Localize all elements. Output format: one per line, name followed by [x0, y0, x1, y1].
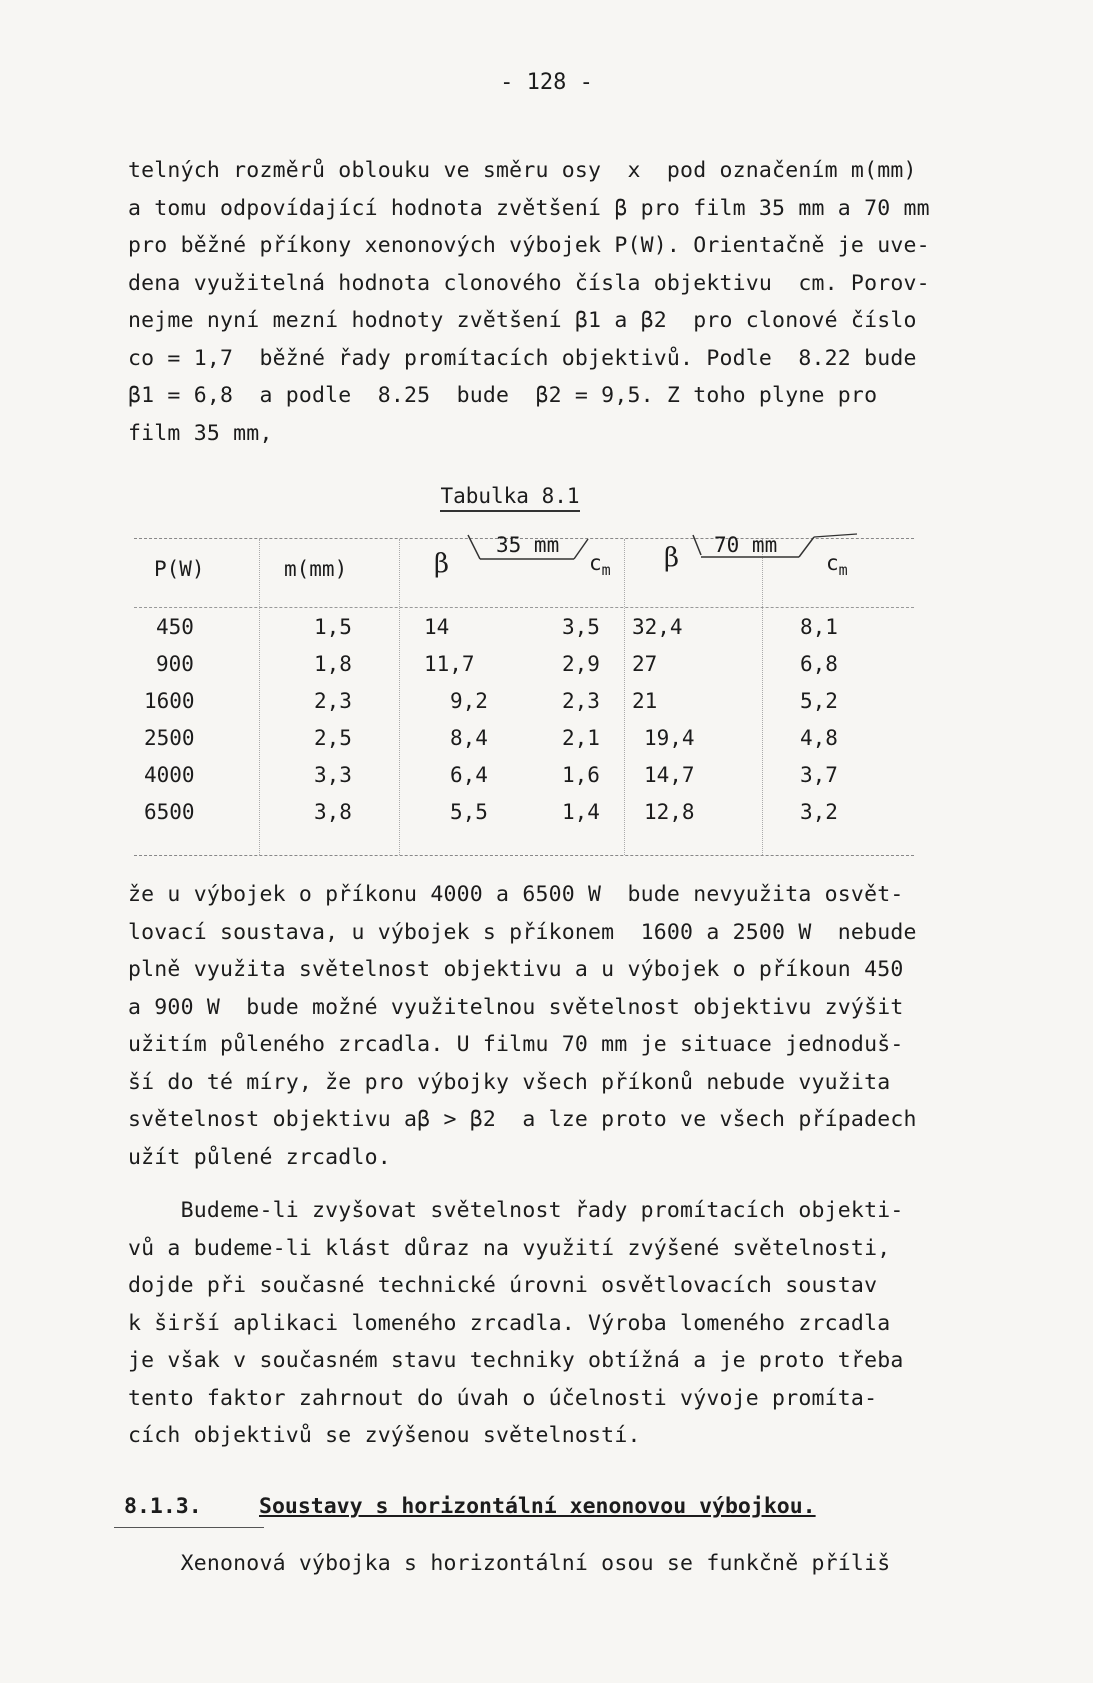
text-line: co = 1,7 běžné řady promítacích objektivů. Podle 8.22 bude — [128, 345, 917, 371]
cell-beta70: 32,4 — [632, 615, 683, 639]
header-film-70: 70 mm — [714, 533, 778, 557]
header-m: m(mm) — [284, 557, 348, 581]
text-line: cích objektivů se zvýšenou světelností. — [128, 1423, 641, 1448]
cell-cm35: 3,5 — [562, 615, 600, 639]
text-line: je však v současném stavu techniky obtížná a je proto třeba — [128, 1348, 904, 1373]
header-cm-letter: c — [826, 551, 839, 575]
text-line: vů a budeme-li klást důraz na využití zvýšené světelnosti, — [128, 1235, 891, 1261]
text-line: k širší aplikaci lomeného zrcadla. Výroba lomeného zrcadla — [128, 1310, 891, 1336]
cell-m: 2,5 — [314, 726, 352, 750]
header-cm-sub: m — [601, 561, 611, 580]
text-line: užitím půleného zrcadla. U filmu 70 mm je situace jednoduš- — [128, 1032, 904, 1057]
text-line: plně využita světelnost objektivu a u výbojek o příkoun 450 — [128, 957, 904, 982]
cell-p: 450 — [156, 615, 194, 639]
text-line: film 35 mm, — [128, 420, 273, 446]
heading-rule — [114, 1527, 264, 1528]
cell-beta35: 11,7 — [424, 652, 475, 676]
cell-cm70: 8,1 — [800, 615, 838, 639]
text-line: a tomu odpovídající hodnota zvětšení β pro film 35 mm a 70 mm — [128, 195, 930, 221]
cell-cm35: 1,6 — [562, 763, 600, 787]
cell-cm35: 2,9 — [562, 652, 600, 676]
text-line: ší do té míry, že pro výbojky všech příkonů nebude využita — [128, 1069, 891, 1095]
cell-m: 2,3 — [314, 689, 352, 713]
cell-cm35: 1,4 — [562, 800, 600, 824]
header-cm-letter: c — [589, 551, 602, 575]
cell-p: 4000 — [144, 763, 195, 787]
header-beta-35: β — [434, 549, 450, 579]
cell-cm70: 3,7 — [800, 763, 838, 787]
header-film-35: 35 mm — [496, 533, 560, 557]
cell-beta70: 12,8 — [644, 800, 695, 824]
cell-p: 1600 — [144, 689, 195, 713]
text-line: že u výbojek o příkonu 4000 a 6500 W bude nevyužita osvět- — [128, 882, 904, 907]
table-row — [134, 689, 914, 726]
table-row — [134, 800, 914, 837]
text-line: lovací soustava, u výbojek s příkonem 1600 a 2500 W nebude — [128, 919, 917, 945]
cell-m: 3,3 — [314, 763, 352, 787]
data-table — [134, 533, 914, 856]
text-line: dena využitelná hodnota clonového čísla objektivu cm. Porov- — [128, 270, 930, 296]
text-line: dojde při současné technické úrovni osvětlovacích soustav — [128, 1273, 878, 1298]
text-line: a 900 W bude možné využitelnou světelnost objektivu zvýšit — [128, 994, 904, 1020]
cell-beta35: 9,2 — [450, 689, 488, 713]
text-line: nejme nyní mezní hodnoty zvětšení β1 a β2 pro clonové číslo — [128, 308, 917, 333]
cell-beta35: 6,4 — [450, 763, 488, 787]
header-beta-70: β — [664, 543, 680, 573]
header-rule — [134, 607, 914, 608]
cell-p: 900 — [156, 652, 194, 676]
table-row — [134, 615, 914, 652]
cell-cm35: 2,1 — [562, 726, 600, 750]
cell-beta70: 21 — [632, 689, 658, 713]
text-line: pro běžné příkony xenonových výbojek P(W). Orientačně je uve- — [128, 233, 930, 258]
paragraph-4 — [128, 1545, 1063, 1583]
cell-cm70: 6,8 — [800, 652, 838, 676]
cell-m: 3,8 — [314, 800, 352, 824]
paragraph-3 — [128, 1192, 1063, 1455]
paragraph-2 — [128, 876, 1063, 1176]
cell-beta35: 5,5 — [450, 800, 488, 824]
cell-beta70: 14,7 — [644, 763, 695, 787]
table-row — [134, 763, 914, 800]
table-caption-text: Tabulka 8.1 — [440, 484, 579, 512]
header-cm-70 — [826, 551, 848, 601]
header-cm-sub: m — [838, 561, 848, 580]
text-line: telných rozměrů oblouku ve směru osy x pod označením m(mm) — [128, 158, 917, 183]
cell-beta70: 19,4 — [644, 726, 695, 750]
section-heading — [124, 1492, 944, 1522]
cell-m: 1,5 — [314, 615, 352, 639]
section-title: Soustavy s horizontální xenonovou výbojkou. — [259, 1494, 816, 1519]
table-row — [134, 652, 914, 689]
table-caption — [390, 484, 630, 508]
cell-cm70: 4,8 — [800, 726, 838, 750]
cell-cm35: 2,3 — [562, 689, 600, 713]
cell-p: 2500 — [144, 726, 195, 750]
text-line: Budeme-li zvyšovat světelnost řady promítacích objekti- — [128, 1198, 904, 1223]
cell-cm70: 5,2 — [800, 689, 838, 713]
cell-beta70: 27 — [632, 652, 658, 676]
cell-beta35: 14 — [424, 615, 450, 639]
text-line: Xenonová výbojka s horizontální osou se funkčně příliš — [128, 1551, 891, 1576]
page-number: - 128 - — [500, 70, 593, 95]
cell-p: 6500 — [144, 800, 195, 824]
text-line: tento faktor zahrnout do úvah o účelnosti vývoje promíta- — [128, 1385, 878, 1411]
header-p: P(W) — [154, 557, 205, 581]
table-row — [134, 726, 914, 763]
cell-m: 1,8 — [314, 652, 352, 676]
text-line: světelnost objektivu aβ > β2 a lze proto ve všech případech — [128, 1107, 917, 1132]
text-line: užít půlené zrcadlo. — [128, 1144, 391, 1170]
cell-beta35: 8,4 — [450, 726, 488, 750]
paragraph-1 — [128, 152, 1063, 452]
header-cm-35 — [589, 551, 611, 601]
section-number: 8.1.3. — [124, 1494, 202, 1519]
text-line: β1 = 6,8 a podle 8.25 bude β2 = 9,5. Z toho plyne pro — [128, 383, 878, 408]
cell-cm70: 3,2 — [800, 800, 838, 824]
